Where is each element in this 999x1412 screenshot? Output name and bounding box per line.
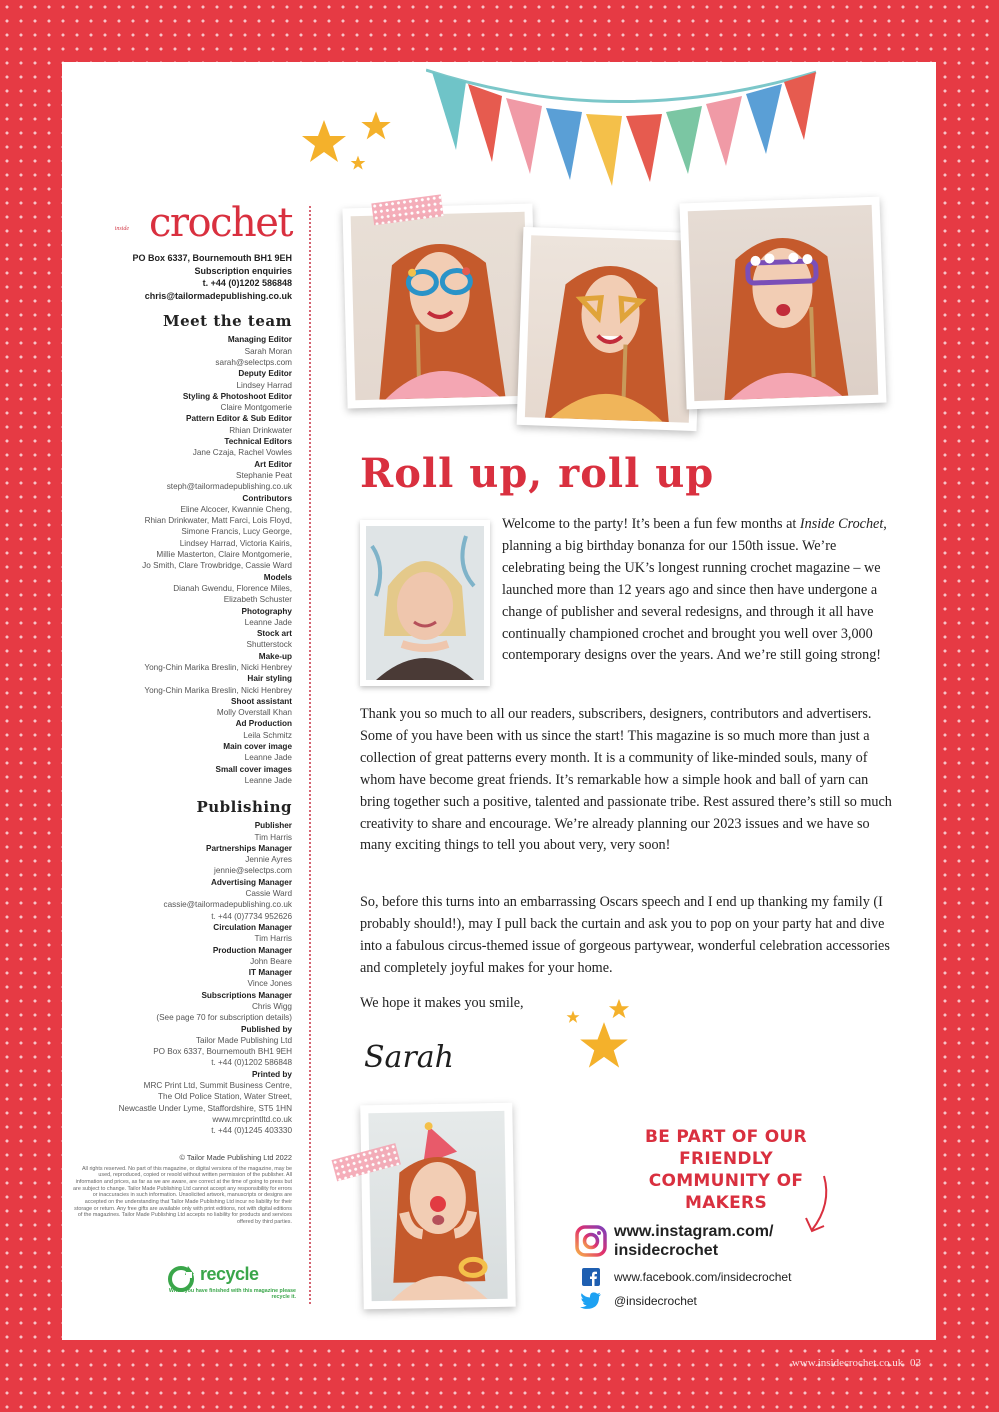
star-icon: [578, 1020, 630, 1072]
logo-text: crochet: [148, 200, 292, 246]
model-photo-2: [517, 227, 704, 431]
model-illustration: [368, 1111, 507, 1301]
team-role: Photography: [241, 606, 292, 616]
team-role: Managing Editor: [227, 335, 292, 345]
legal-notice: All rights reserved. No part of this magazine, or digital versions of the magazine, may be used, reproduced, copied or resold without written permission of the publisher. All information and prices, as far as we are aware, are correct at the time of going to press but are subject to change. Tailor Made Publishing Ltd cannot accept any responsibility for errors or inaccuracies in such information. Unsolicited artwork, manuscripts or designs are accepted on the understanding that Tailor Made Publishing Ltd incur no liability for their storage or return. Any free gifts are available only with print editions, not with digital editions of the magazines. Tailor Made Publishing Ltd accepts no liability for products and services offered by third parties.: [73, 1165, 292, 1226]
team-names: Lindsey Harrad: [236, 380, 292, 390]
twitter-handle[interactable]: @insidecrochet: [614, 1294, 697, 1308]
signature-text: Sarah: [364, 1040, 454, 1075]
team-role: Small cover images: [215, 764, 292, 774]
team-role: Technical Editors: [224, 437, 292, 447]
editor-illustration: [366, 526, 484, 680]
callout-line: BE PART OF OUR FRIENDLY: [645, 1127, 807, 1169]
team-heading: Meet the team: [162, 312, 292, 331]
page-number: 03: [910, 1357, 921, 1369]
arrow-icon: [802, 1174, 834, 1236]
team-role: Hair styling: [247, 674, 292, 684]
clown-photo: [360, 1103, 516, 1310]
instagram-link[interactable]: [574, 1222, 773, 1260]
column-divider: [309, 205, 311, 1305]
team-names: Leila Schmitz: [243, 730, 292, 740]
team-names: Shutterstock: [246, 640, 292, 650]
star-icon: [608, 998, 630, 1020]
publishing-names: Tailor Made Publishing Ltd PO Box 6337, Bournemouth BH1 9EH t. +44 (0)1202 586848: [153, 1035, 292, 1068]
star-icon: [300, 118, 348, 166]
instagram-url-line1[interactable]: www.instagram.com/: [614, 1223, 774, 1240]
address-line: PO Box 6337, Bournemouth BH1 9EH: [132, 253, 292, 263]
footer-url[interactable]: www.insidecrochet.co.uk: [791, 1357, 904, 1369]
team-names: Stephanie Peat steph@tailormadepublishing.co.uk: [166, 470, 292, 492]
publishing-names: MRC Print Ltd, Summit Business Centre, The Old Police Station, Water Street, Newcastle Under Lyme, Staffordshire, ST5 1HN www.mrcprintltd.co.uk t. +44 (0)1245 403330: [118, 1081, 292, 1136]
publishing-role: Production Manager: [212, 945, 292, 955]
team-names: Yong-Chin Marika Breslin, Nicki Henbrey: [144, 662, 292, 672]
publishing-names: John Beare: [250, 956, 292, 966]
publishing-role: IT Manager: [248, 968, 292, 978]
team-role: Deputy Editor: [238, 369, 292, 379]
publishing-names: Tim Harris: [254, 934, 292, 944]
article-paragraph: So, before this turns into an embarrassing Oscars speech and I end up thanking my family (I probably should!), may I pull back the curtain and ask you to pop on your party hat and dive into a fabulous circus-themed issue of gorgeous partywear, wonderful celebration accessories and completely joyful makes for your home.: [360, 894, 890, 976]
publishing-list: [72, 820, 292, 1136]
team-names: Sarah Moran sarah@selectps.com: [215, 346, 292, 367]
publishing-role: Publisher: [254, 821, 292, 831]
team-names: Yong-Chin Marika Breslin, Nicki Henbrey: [144, 685, 292, 695]
twitter-link[interactable]: [580, 1292, 697, 1310]
publishing-role: Circulation Manager: [213, 922, 292, 932]
article-paragraph: Thank you so much to all our readers, subscribers, designers, contributors and advertisers. Some of you have been with us since the start! This magazine is so much more than just a collection of great patterns every month. It is a community of like-minded souls, many of whom have become great friends. It’s remarkable how a simple hook and ball of yarn can bring together such a positive, talented and passionate tribe. Rest assured there’s still so much creativity to share and encourage. We’re already planning our 2023 issues and we have so many exciting things to tell you about very, very soon!: [360, 706, 892, 854]
team-names: Leanne Jade: [244, 753, 292, 763]
team-names: Dianah Gwendu, Florence Miles, Elizabeth Schuster: [173, 583, 292, 605]
team-role: Contributors: [242, 493, 292, 503]
team-role: Main cover image: [223, 742, 292, 752]
team-names: Leanne Jade: [244, 617, 292, 627]
facebook-icon: [582, 1268, 600, 1286]
article-signoff: We hope it makes you smile,: [360, 995, 524, 1011]
page-footer: [792, 1357, 921, 1369]
team-names: Claire Montgomerie: [220, 403, 292, 413]
magazine-name: Inside Crochet: [799, 516, 884, 532]
article-paragraph: [502, 514, 892, 667]
team-role: Stock art: [256, 629, 292, 639]
team-role: Make-up: [258, 651, 292, 661]
copyright-notice: © Tailor Made Publishing Ltd 2022: [179, 1152, 292, 1162]
recycle-icon: [166, 1264, 196, 1294]
team-names: Jane Czaja, Rachel Vowles: [192, 448, 292, 458]
logo-small-text: inside: [114, 226, 129, 232]
instagram-icon: [574, 1224, 608, 1258]
publishing-names: Cassie Ward cassie@tailormadepublishing.co.uk t. +44 (0)7734 952626: [163, 889, 292, 921]
team-role: Shoot assistant: [231, 696, 292, 706]
team-names: Molly Overstall Khan: [216, 708, 292, 718]
masthead-sidebar: [72, 200, 292, 1226]
recycle-note: When you have finished with this magazine please recycle it.: [168, 1288, 296, 1301]
publishing-names: Jennie Ayres jennie@selectps.com: [214, 855, 292, 876]
address-line: t. +44 (0)1202 586848: [202, 278, 292, 289]
address-line[interactable]: chris@tailormadepublishing.co.uk: [144, 290, 292, 301]
callout-line: COMMUNITY OF MAKERS: [648, 1171, 804, 1213]
recycle-badge: [166, 1264, 296, 1301]
model-illustration: [351, 212, 530, 400]
publishing-heading: Publishing: [196, 798, 292, 817]
team-names: Eline Alcocer, Kwannie Cheng, Rhian Drinkwater, Matt Farci, Lois Floyd, Simone Francis, Lucy George, Lindsey Harrad, Victoria Kairis, Millie Masterton, Claire Montgomerie, Jo Smith, Clare Trowbridge, Cassie Ward: [142, 504, 292, 571]
facebook-url[interactable]: www.facebook.com/insidecrochet: [614, 1270, 792, 1284]
editor-portrait: [360, 520, 490, 686]
team-role: Styling & Photoshoot Editor: [182, 391, 292, 401]
publishing-role: Printed by: [251, 1069, 292, 1079]
paragraph-text: Welcome to the party! It’s been a fun few months at: [502, 516, 800, 532]
address-line: Subscription enquiries: [194, 265, 292, 276]
publishing-role: Partnerships Manager: [206, 843, 292, 853]
bunting-decoration: [426, 62, 826, 192]
twitter-icon: [580, 1292, 602, 1310]
publishing-names: Vince Jones: [247, 979, 292, 989]
star-icon: [350, 155, 366, 171]
star-icon: [566, 1010, 580, 1024]
signature: [362, 1023, 462, 1087]
publishing-role: Subscriptions Manager: [201, 990, 292, 1000]
publishing-role: Advertising Manager: [211, 877, 292, 887]
model-photo-1: [342, 204, 537, 409]
team-role: Art Editor: [254, 459, 292, 469]
magazine-logo: [72, 200, 292, 248]
publishing-role: Published by: [241, 1024, 292, 1034]
paragraph-text: , planning a big birthday bonanza for our 150th issue. We’re celebrating being the UK’s longest running crochet magazine – we launched more than 12 years ago and since then have undergone a change of publisher and several redesigns, and through it all have continually championed crochet and brought you well over 3,000 contemporary designs over the years. And we’re still going strong!: [502, 516, 887, 664]
instagram-url-line2[interactable]: insidecrochet: [614, 1242, 719, 1259]
star-icon: [360, 110, 392, 142]
article-headline: Roll up, roll up: [360, 450, 715, 497]
team-list: [72, 334, 292, 786]
facebook-link[interactable]: [582, 1268, 791, 1286]
team-role: Ad Production: [235, 719, 292, 729]
team-names: Leanne Jade: [244, 775, 292, 785]
team-role: Models: [263, 572, 292, 582]
publishing-names: Chris Wigg (See page 70 for subscription details): [156, 1002, 292, 1023]
model-illustration: [525, 235, 695, 423]
model-photo-3: [679, 197, 886, 410]
recycle-label: recycle: [200, 1264, 259, 1284]
model-illustration: [688, 205, 879, 401]
team-names: Rhian Drinkwater: [229, 425, 292, 435]
team-role: Pattern Editor & Sub Editor: [186, 414, 292, 424]
publishing-names: Tim Harris: [254, 832, 292, 842]
address-block: [72, 252, 292, 302]
